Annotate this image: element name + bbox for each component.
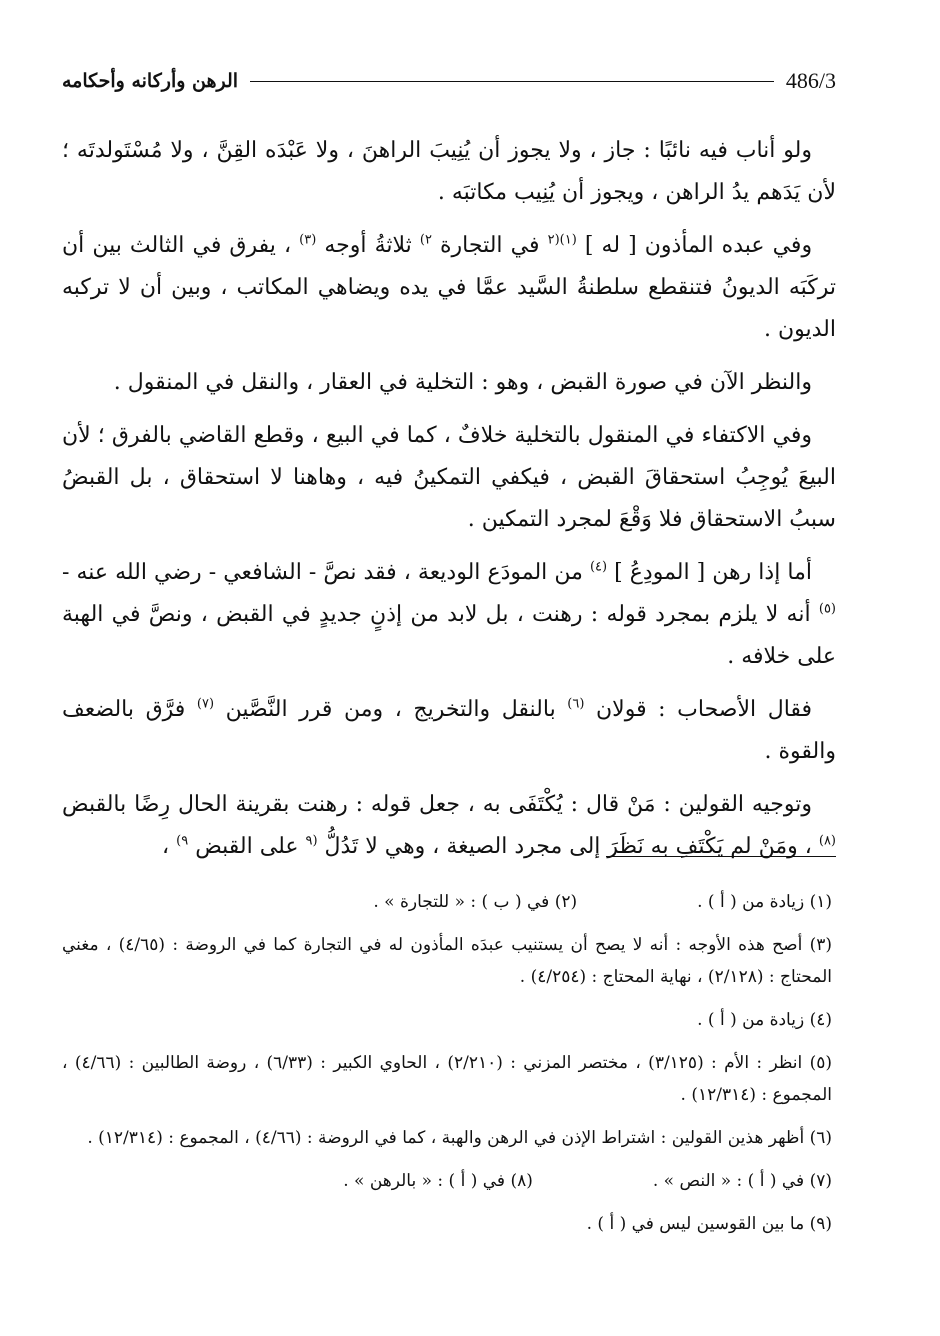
paragraph-7-part-b: ، ومَنْ لم يَكْتَفِ به نَظَرَ إلى مجرد الصيغة ، وهي لا تَدُلُّ <box>324 834 812 859</box>
main-text <box>62 130 836 879</box>
footnote-ref-7: (٧) <box>196 696 215 712</box>
paragraph-2-part-c: ثلاثةُ أوجه <box>324 233 412 258</box>
paragraph-2 <box>62 225 836 351</box>
footnote-ref-3: (٣) <box>299 232 317 248</box>
header-rule <box>250 81 774 82</box>
running-header <box>62 66 836 96</box>
footnote-ref-2-close: ٢) <box>419 232 432 248</box>
footnotes <box>62 886 832 1251</box>
paragraph-5 <box>62 552 836 678</box>
footnote-row-1-2 <box>62 886 832 918</box>
paragraph-6-part-b: بالنقل والتخريج ، ومن قرر النَّصَّين <box>225 697 556 722</box>
footnote-separator <box>606 856 836 857</box>
footnote-ref-6: (٦) <box>567 696 585 712</box>
paragraph-2-part-a: وفي عبده المأذون [ له ] <box>584 233 813 258</box>
footnote-5: (٥) انظر : الأم : (٣/١٢٥) ، مختصر المزني : (٢/٢١٠) ، الحاوي الكبير : (٦/٣٣) ، روضة الطالبين : (٤/٦٦) ، المجموع : (١٢/٣١٤) . <box>62 1053 833 1105</box>
footnote-ref-9-open: (٩ <box>305 833 318 849</box>
paragraph-7-part-c: على القبض <box>195 834 299 859</box>
footnote-2: (٢) في ( ب ) : « للتجارة » . <box>373 892 578 912</box>
footnote-ref-2-open: (٢ <box>547 232 560 248</box>
paragraph-2-part-d: ، يفرق في الثالث بين أن تركَبَه الديونُ فتنقطع سلطنةُ السَّيد عمَّا في يده ويضاهي المكاتب ، وبين أن لا تركبه الديون . <box>62 233 836 342</box>
paragraph-6-part-c: فرَّق بالضعف والقوة . <box>62 697 836 764</box>
footnote-3: (٣) أصح هذه الأوجه : أنه لا يصح أن يستنيب عبدَه المأذون له في التجارة كما في الروضة : (٤/٦٥) ، مغني المحتاج : (٢/١٢٨) ، نهاية المحتاج : (٤/٢٥٤) . <box>62 935 832 987</box>
paragraph-5-part-a: أما إذا رهن [ المودِعُ ] <box>614 560 812 585</box>
paragraph-6 <box>62 689 836 773</box>
footnote-8: (٨) في ( أ ) : « بالرهن » . <box>343 1171 533 1191</box>
paragraph-2-part-b: في التجارة <box>440 233 540 258</box>
paragraph-7-part-d: ، <box>162 834 170 859</box>
footnote-ref-4: (٤) <box>589 559 608 575</box>
footnote-4: (٤) زيادة من ( أ ) . <box>697 1010 832 1030</box>
paragraph-5-part-b: من المودَع الوديعة ، فقد نصَّ - الشافعي - رضي الله عنه - <box>62 560 583 585</box>
paragraph-3: والنظر الآن في صورة القبض ، وهو : التخلية في العقار ، والنقل في المنقول . <box>113 370 812 395</box>
footnote-row-7-8 <box>62 1165 832 1197</box>
footnote-6: (٦) أظهر هذين القولين : اشتراط الإذن في الرهن والهبة ، كما في الروضة : (٤/٦٦) ، المجموع : (١٢/٣١٤) . <box>87 1128 832 1148</box>
page-number: 486/3 <box>785 68 836 93</box>
footnote-9: (٩) ما بين القوسين ليس في ( أ ) . <box>586 1214 832 1234</box>
paragraph-4: وفي الاكتفاء في المنقول بالتخلية خلافٌ ، كما في البيع ، وقطع القاضي بالفرق ؛ لأن البيعَ يُوجِبُ استحقاقَ القبض ، فيكفي التمكينُ فيه ، وهاهنا لا استحقاق ، بل القبضُ سببُ الاستحقاق فلا وَقْعَ لمجرد التمكين . <box>62 423 836 532</box>
paragraph-1: ولو أناب فيه نائبًا : جاز ، ولا يجوز أن يُنِيبَ الراهنَ ، ولا عَبْدَه القِنَّ ، ولا مُسْتَولدتَه ؛ لأن يَدَهم يدُ الراهن ، ويجوز أن يُنِيب مكاتبَه . <box>62 138 836 205</box>
header-title: الرهن وأركانه وأحكامه <box>62 70 239 92</box>
footnote-1: (١) زيادة من ( أ ) . <box>697 892 832 912</box>
footnote-ref-1: (١) <box>559 232 577 248</box>
footnote-ref-9-close: ٩) <box>176 833 189 849</box>
paragraph-6-part-a: فقال الأصحاب : قولان <box>596 697 813 722</box>
footnote-7: (٧) في ( أ ) : « النص » . <box>652 1171 832 1191</box>
paragraph-5-part-c: أنه لا يلزم بمجرد قوله : رهنت ، بل لابد من إذنٍ جديدٍ في القبض ، ونصَّ في الهبة على خلافه . <box>62 602 836 669</box>
footnote-ref-8: (٨) <box>818 833 836 849</box>
paragraph-7-part-a: وتوجيه القولين : مَنْ قال : يُكْتَفَى به ، جعل قوله : رهنت بقرينة الحال رِضًا بالقبض <box>62 792 812 817</box>
footnote-ref-5: (٥) <box>818 601 836 617</box>
